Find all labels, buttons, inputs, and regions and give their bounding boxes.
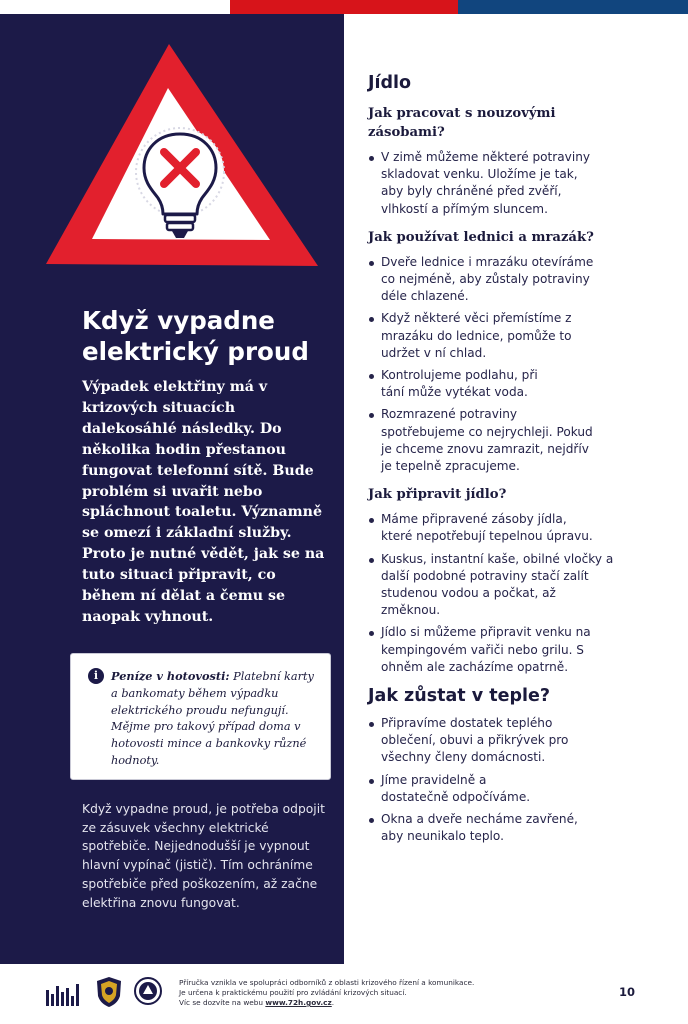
unplug-appliances-paragraph: Když vypadne proud, je potřeba odpojit ze zásuvek všechny elektrické spotřebiče. Nejjednodušší je vypnout hlavní vypínač (jistič). Tím ochráníme spotřebiče před poškozením, až začne elektřina znovu fungovat. [82,802,325,910]
info-body: Platební karty a bankomaty během výpadku elektrického proudu nefungují. Mějme pro takový případ doma v hotovosti mince a bankovky různé hodnoty. [111,670,314,767]
list-item: Kontrolujeme podlahu, při tání může vytékat voda. [368,367,558,401]
emergency-supplies-list [368,149,673,218]
stay-warm-heading: Jak zůstat v teple? [368,686,551,707]
list-item: Dveře lednice i mrazáku otevíráme co nejméně, aby zůstaly potraviny déle chlazené. [368,254,600,306]
footer-line-1: Příručka vznikla ve spolupráci odborníků z oblasti krizového řízení a komunikace. [179,978,475,987]
flag-red-segment [230,0,458,14]
footer [0,964,688,1024]
lead-paragraph: Výpadek elektřiny má v krizových situacích dalekosáhlé následky. Do několika hodin přestanou fungovat telefonní sítě. Bude problém si uvařit nebo spláchnout toaletu. Významně se omezí i základní služby. Proto je nutné vědět, jak se na tuto situaci připravit, co během ní dělat a čemu se naopak vyhnout. [82,379,325,625]
fridge-freezer-list [368,254,673,475]
cash-info-box [70,653,331,780]
list-item: Rozmrazené potraviny spotřebujeme co nejrychleji. Pokud je chceme znovu zamrazit, nejdřív je tepelně zpracujeme. [368,406,600,475]
website-link[interactable]: www.72h.gov.cz [265,998,332,1007]
footer-line-3-prefix: Víc se dozvíte na webu [179,998,266,1007]
flag-color-bar [0,0,688,14]
right-column [368,72,673,851]
list-item: Okna a dveře necháme zavřené, aby neunikalo teplo. [368,811,600,845]
list-item: Připravíme dostatek teplého oblečení, obuvi a přikrývek pro všechny členy domácnosti. [368,715,600,767]
emergency-supplies-heading: Jak pracovat s nouzovými zásobami? [368,106,556,140]
fridge-freezer-heading: Jak používat lednici a mrazák? [368,229,594,245]
food-heading: Jídlo [368,73,412,93]
info-text [111,668,323,770]
bars-logo-icon [46,980,80,1006]
stay-warm-list [368,715,673,845]
footer-line-3-suffix: . [331,998,335,1007]
page-number: 10 [618,985,635,999]
round-emblem-icon [134,977,162,1005]
prepare-food-list [368,511,673,676]
list-item: Máme připravené zásoby jídla, které nepotřebují tepelnou úpravu. [368,511,600,545]
flag-white-segment [0,0,230,14]
list-item: Jídlo si můžeme připravit venku na kempingovém vařiči nebo grilu. S ohněm ale zacházíme opatrně. [368,624,618,676]
list-item: Jíme pravidelně a dostatečně odpočíváme. [368,772,548,806]
shield-emblem-icon [96,976,122,1008]
page-title: Když vypadne elektrický proud [82,306,309,366]
list-item: Kuskus, instantní kaše, obilné vločky a další podobné potraviny stačí zalít studenou vodou a počkat, až změknou. [368,551,618,620]
info-label: Peníze v hotovosti: [111,669,230,683]
footer-line-2: Je určena k praktickému použití pro zvládání krizových situací. [179,988,407,997]
footer-note [179,978,509,1008]
footer-line-3 [179,998,509,1008]
info-icon: i [88,668,104,684]
prepare-food-heading: Jak připravit jídlo? [368,487,507,503]
list-item: V zimě můžeme některé potraviny skladovat venku. Uložíme je tak, aby byly chráněné před zvěří, vlhkostí a přímým sluncem. [368,149,600,218]
flag-blue-segment [458,0,688,14]
list-item: Když některé věci přemístíme z mrazáku do lednice, pomůže to udržet v ní chlad. [368,310,583,362]
warning-triangle-icon [44,40,320,270]
